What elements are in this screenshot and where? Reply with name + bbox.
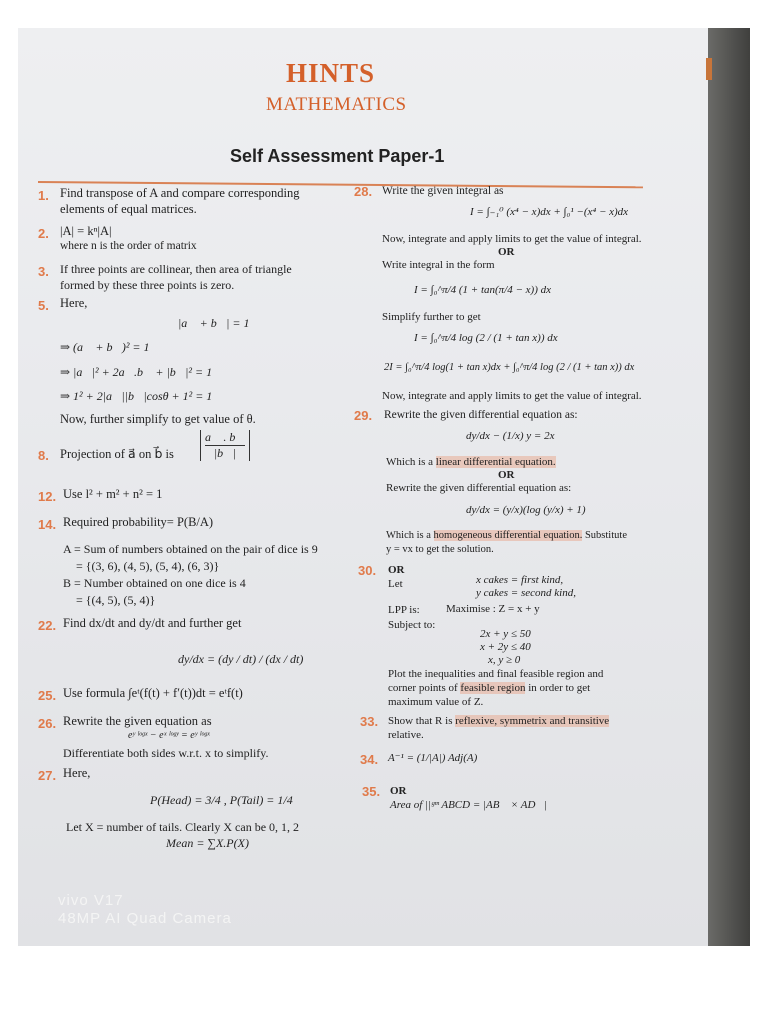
highlighted-term: feasible region bbox=[460, 682, 526, 694]
equation: P(Head) = 3/4 , P(Tail) = 1/4 bbox=[150, 793, 293, 807]
hint-text: formed by these three points is zero. bbox=[60, 278, 235, 292]
equation: 2x + y ≤ 50 bbox=[480, 628, 531, 640]
hints-title: HINTS bbox=[286, 58, 376, 88]
equation: x, y ≥ 0 bbox=[488, 654, 521, 666]
hint-text-part: Substitute bbox=[582, 530, 627, 541]
equation: x + 2y ≤ 40 bbox=[480, 641, 531, 653]
highlighted-term: reflexive, symmetrix and transitive bbox=[455, 715, 610, 727]
equation: 2I = ∫₀^π/4 log(1 + tan x)dx + ∫₀^π/4 log (2 / (1 + tan x)) dx bbox=[384, 362, 635, 373]
hint-text: Differentiate both sides w.r.t. x to simplify. bbox=[63, 746, 269, 760]
equation: Mean = ∑X.P(X) bbox=[166, 836, 249, 850]
hint-text-part: Which is a bbox=[386, 456, 436, 468]
hint-text: Now, further simplify to get value of θ. bbox=[60, 412, 256, 426]
equation: dy/dx − (1/x) y = 2x bbox=[466, 430, 555, 442]
hint-text: B = Number obtained on one dice is 4 bbox=[63, 576, 246, 590]
hint-text: Use l² + m² + n² = 1 bbox=[63, 487, 163, 501]
hint-text: Here, bbox=[63, 766, 91, 780]
camera-watermark-spec: 48MP AI Quad Camera bbox=[58, 910, 232, 927]
question-number: 8. bbox=[38, 448, 49, 463]
hint-text: Find dx/dt and dy/dt and further get bbox=[63, 616, 242, 630]
hint-text: |A| = kⁿ|A| bbox=[60, 224, 112, 238]
fraction-denominator: |b⃗| bbox=[213, 446, 236, 460]
hint-text-part: corner points of bbox=[388, 682, 461, 694]
hint-text: Let bbox=[388, 578, 403, 590]
equation: |a⃗ + b⃗| = 1 bbox=[178, 316, 250, 330]
hint-text bbox=[386, 456, 556, 468]
equation: y cakes = second kind, bbox=[476, 587, 576, 599]
question-number: 1. bbox=[38, 188, 49, 203]
question-number: 25. bbox=[38, 688, 57, 703]
or-label: OR bbox=[498, 469, 515, 481]
page-tab-marker bbox=[706, 58, 712, 80]
hint-text bbox=[386, 530, 627, 541]
hint-text: Plot the inequalities and final feasible region and bbox=[388, 668, 604, 680]
hint-text: = {(4, 5), (5, 4)} bbox=[76, 593, 156, 607]
equation: x cakes = first kind, bbox=[476, 574, 564, 586]
hint-text: Subject to: bbox=[388, 619, 436, 631]
projection-fraction bbox=[200, 430, 250, 461]
hint-text: Now, integrate and apply limits to get the value of integral. bbox=[382, 233, 642, 245]
question-number: 12. bbox=[38, 489, 57, 504]
equation: I = ∫₋₁⁰ (x⁴ − x)dx + ∫₀¹ −(x⁴ − x)dx bbox=[470, 206, 629, 218]
question-number: 35. bbox=[362, 784, 381, 799]
hint-text: If three points are collinear, then area of triangle bbox=[60, 262, 292, 276]
equation: A⁻¹ = (1/|A|) Adj(A) bbox=[388, 752, 478, 764]
equation: I = ∫₀^π/4 log (2 / (1 + tan x)) dx bbox=[414, 332, 558, 344]
paper-title: Self Assessment Paper-1 bbox=[230, 146, 445, 166]
hint-text bbox=[388, 682, 590, 694]
hint-text: Let X = number of tails. Clearly X can be 0, 1, 2 bbox=[66, 820, 300, 834]
hint-text: Here, bbox=[60, 296, 88, 310]
equation: I = ∫₀^π/4 (1 + tan(π/4 − x)) dx bbox=[414, 284, 552, 296]
equation: ⇒ |a⃗|² + 2a⃗.b⃗ + |b⃗|² = 1 bbox=[60, 365, 213, 379]
question-number: 29. bbox=[354, 408, 373, 423]
hint-text: = {(3, 6), (4, 5), (5, 4), (6, 3)} bbox=[76, 559, 220, 573]
highlighted-term: homogeneous differential equation. bbox=[433, 530, 583, 541]
hint-text: Write the given integral as bbox=[382, 185, 504, 197]
equation: eʸ ˡᵒᵍˣ − eˣ ˡᵒᵍʸ = eʸ ˡᵒᵍˣ bbox=[128, 730, 210, 741]
or-label: OR bbox=[498, 246, 515, 258]
hint-text: where n is the order of matrix bbox=[60, 240, 197, 252]
question-number: 34. bbox=[360, 752, 379, 767]
question-number: 33. bbox=[360, 714, 379, 729]
equation: Area of ||ᵍᵐ ABCD = |AB⃗ × AD⃗| bbox=[390, 799, 547, 811]
equation: dy/dx = (y/x)(log (y/x) + 1) bbox=[466, 504, 586, 516]
hint-text: LPP is: bbox=[388, 604, 420, 616]
question-number: 30. bbox=[358, 563, 377, 578]
hint-text: elements of equal matrices. bbox=[60, 202, 197, 216]
hint-text: Now, integrate and apply limits to get the value of integral. bbox=[382, 390, 642, 402]
book-edge bbox=[708, 28, 750, 946]
hint-text-part: in order to get bbox=[525, 682, 591, 694]
or-label: OR bbox=[388, 564, 405, 576]
hint-text: relative. bbox=[388, 729, 424, 741]
equation: ⇒ 1² + 2|a⃗||b⃗|cosθ + 1² = 1 bbox=[60, 389, 213, 403]
hint-text: Rewrite the given equation as bbox=[63, 714, 212, 728]
question-number: 27. bbox=[38, 768, 57, 783]
hint-text: Find transpose of A and compare corresponding bbox=[60, 186, 300, 200]
hint-text: y = vx to get the solution. bbox=[386, 544, 494, 555]
hint-text-part: Which is a bbox=[386, 530, 434, 541]
question-number: 26. bbox=[38, 716, 57, 731]
question-number: 2. bbox=[38, 226, 49, 241]
hint-text: Use formula ∫eᵗ(f(t) + f′(t))dt = eᵗf(t) bbox=[63, 686, 243, 700]
mathematics-subtitle: MATHEMATICS bbox=[266, 94, 407, 115]
hint-text: Rewrite the given differential equation as: bbox=[386, 482, 572, 494]
question-number: 5. bbox=[38, 298, 49, 313]
camera-watermark-model: vivo V17 bbox=[58, 892, 124, 909]
hint-text: Maximise : Z = x + y bbox=[446, 603, 540, 615]
highlighted-term: linear differential equation. bbox=[435, 456, 556, 468]
hint-text: Show that R is reflexive, symmetrix and transitive bbox=[388, 715, 610, 727]
hint-text: maximum value of Z. bbox=[388, 696, 484, 708]
hint-text: Projection of a⃗ on b⃗ is bbox=[60, 447, 174, 461]
hint-text: Write integral in the form bbox=[382, 259, 495, 271]
equation: dy/dx = (dy / dt) / (dx / dt) bbox=[178, 652, 304, 666]
photo-frame bbox=[18, 28, 750, 946]
question-number: 3. bbox=[38, 264, 49, 279]
question-number: 14. bbox=[38, 517, 57, 532]
hint-text: Rewrite the given differential equation as: bbox=[384, 409, 578, 421]
question-number: 22. bbox=[38, 618, 57, 633]
hint-text: A = Sum of numbers obtained on the pair of dice is 9 bbox=[63, 542, 318, 556]
or-label: OR bbox=[390, 785, 407, 797]
fraction-numerator: a⃗ . b⃗ bbox=[205, 430, 245, 444]
hint-text: Simplify further to get bbox=[382, 311, 481, 323]
question-number: 28. bbox=[354, 184, 373, 199]
equation: ⇒ (a⃗ + b⃗)² = 1 bbox=[60, 340, 150, 354]
hint-text: Required probability= P(B/A) bbox=[63, 515, 214, 529]
